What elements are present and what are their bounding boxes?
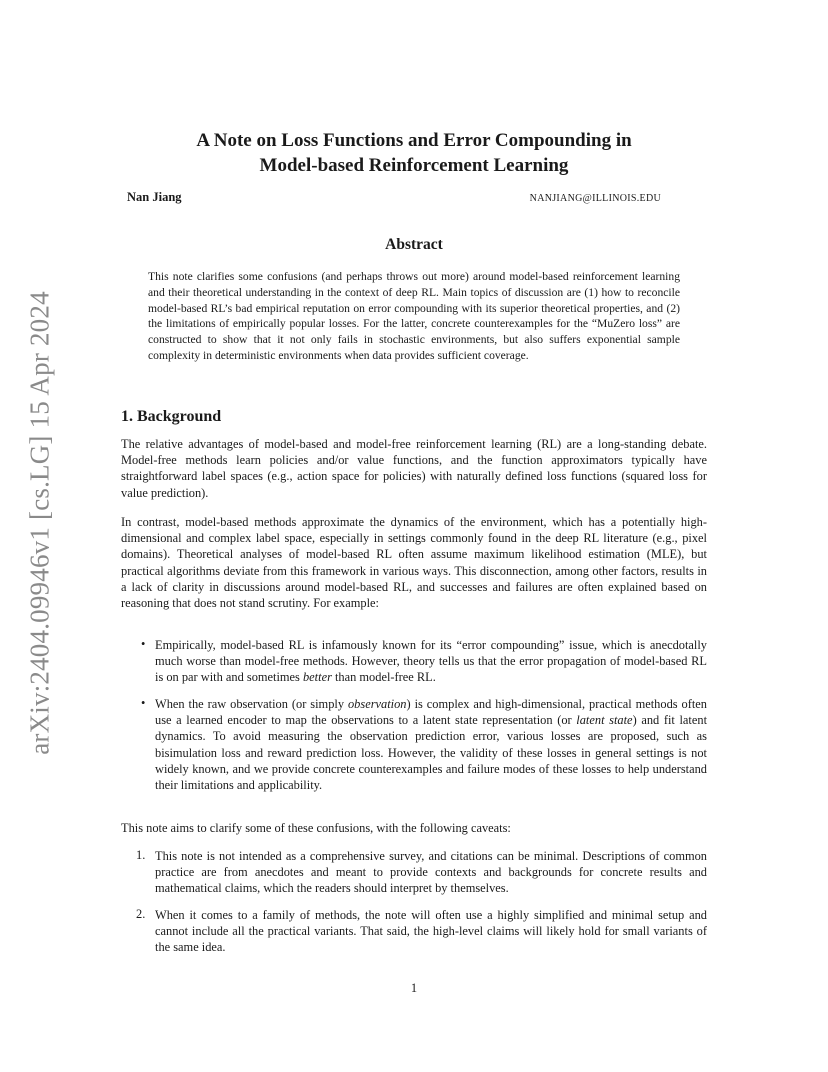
- bullet-2-emphasis-1: observation: [347, 697, 407, 711]
- list-number-2: 2.: [136, 907, 146, 921]
- bullet-1-text-b: than model-free RL.: [331, 670, 436, 685]
- section-heading: 1. Background: [121, 408, 222, 425]
- page-number: 1: [410, 981, 418, 995]
- bullet-1-emphasis: better: [302, 670, 332, 685]
- bullet-1-text-a: Empirically, model-based RL is infamously known for its “error compounding” issue, which is anecdotally much worse than model-free methods. However, theory tells us that the error propagation of model-based RL is on par with and sometimes: [155, 638, 707, 685]
- bullet-2-text-b: ) is complex and high-dimensional, practical methods often use a learned encoder to map the observations to a latent state representation (or: [155, 697, 708, 728]
- title-line-2: Model-based Reinforcement Learning: [259, 155, 569, 176]
- bullet-2-text-c: ) and fit latent dynamics. To avoid measuring the observation prediction error, various losses are proposed, such as bisimulation loss and reward prediction loss. However, the validity of these losses in general settings is not widely known, and we provide concrete counterexamples and failure modes of these losses to help understand their limitations and applicability.: [155, 713, 708, 793]
- bullet-marker: •: [141, 696, 146, 710]
- paragraph-3: This note aims to clarify some of these confusions, with the following caveats:: [121, 821, 511, 835]
- bullet-item-1: [155, 637, 707, 686]
- author-email: NANJIANG@ILLINOIS.EDU: [529, 193, 661, 204]
- arxiv-identifier: arXiv:2404.09946v1 [cs.LG] 15 Apr 2024: [24, 291, 55, 755]
- bullet-2-text-a: When the raw observation (or simply: [155, 697, 348, 711]
- paragraph-2: In contrast, model-based methods approximate the dynamics of the environment, which has a potentially high-dimensional and complex label space, especially in settings commonly found in the deep RL literature (e.g., pixel domains). Theoretical analyses of model-based RL often assume maximum likelihood estimation (MLE), but practical algorithms deviate from this framework in various ways. This disconnection, among other factors, results in a lack of clarity in discussions around model-based RL, and successes and failures are often explained based on reasoning that does not stand scrutiny. For example:: [121, 515, 707, 611]
- list-item-2: When it comes to a family of methods, the note will often use a highly simplified and minimal setup and cannot include all the practical variants. That said, the high-level claims will likely hold for small variants of the same idea.: [155, 908, 707, 955]
- author-name: Nan Jiang: [127, 190, 182, 204]
- bullet-marker: •: [141, 637, 146, 651]
- title-line-1: A Note on Loss Functions and Error Compounding in: [196, 130, 632, 151]
- arxiv-sidebar-stamp: [22, 288, 58, 758]
- bullet-2-emphasis-2: latent state: [576, 713, 633, 728]
- list-number-1: 1.: [136, 848, 146, 862]
- paper-title: [120, 128, 708, 178]
- abstract-text: This note clarifies some confusions (and perhaps throws out more) around model-based reinforcement learning and their theoretical understanding in the context of deep RL. Main topics of discussion are (1) how to reconcile model-based RL’s bad empirical reputation on error compounding with its superior theoretical properties, and (2) the limitations of empirically popular losses. For the latter, concrete counterexamples for the “MuZero loss” are constructed to show that it not only fails in stochastic environments, but also suffers exponential sample complexity in deterministic environments when data provides sufficient coverage.: [148, 270, 680, 362]
- bullet-item-2: [155, 696, 707, 793]
- list-item-1: This note is not intended as a comprehensive survey, and citations can be minimal. Descriptions of common practice are from anecdotes and meant to provide contexts and backgrounds for concrete results and mathematical claims, which the readers should interpret by themselves.: [155, 849, 707, 896]
- abstract-heading: Abstract: [385, 236, 443, 253]
- paragraph-1: The relative advantages of model-based and model-free reinforcement learning (RL) are a long-standing debate. Model-free methods learn policies and/or value functions, and the function approximators typically have straightforward label spaces (e.g., action space for policies) with naturally defined loss functions (squared loss for value prediction).: [121, 437, 707, 500]
